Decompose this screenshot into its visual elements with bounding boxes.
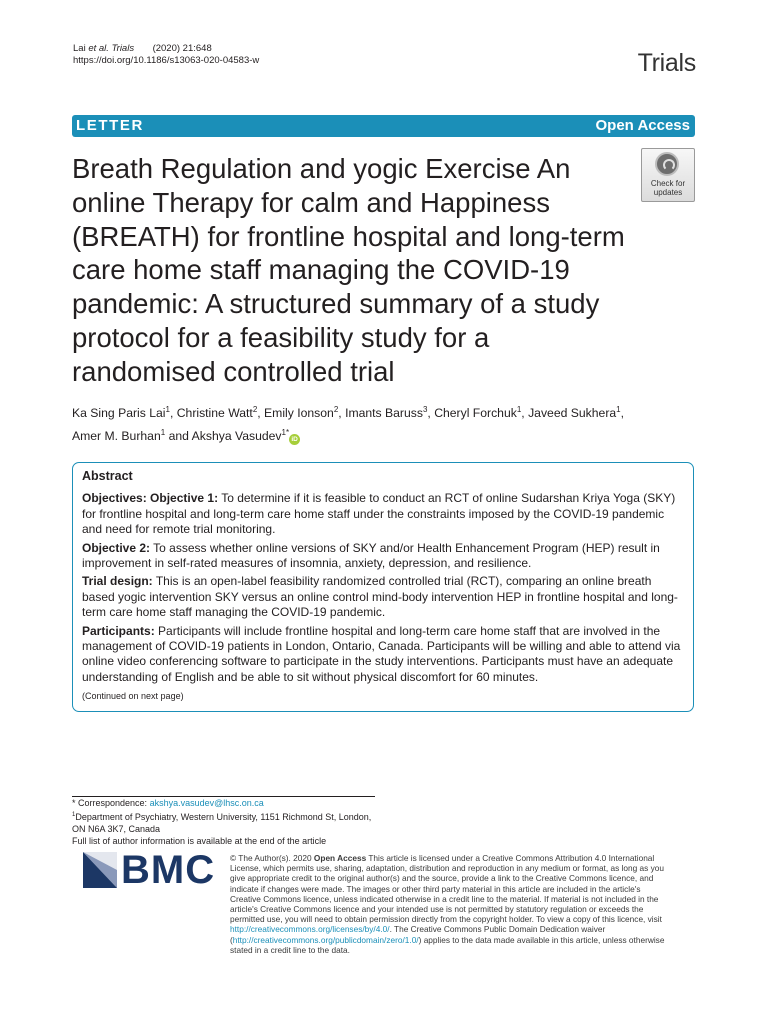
- author-affiliation: 1: [165, 405, 170, 414]
- copyright-notice: © The Author(s). 2020: [230, 853, 312, 863]
- abstract-box: [72, 462, 694, 712]
- author-name[interactable]: Ka Sing Paris Lai: [72, 406, 166, 421]
- participants-label: Participants:: [82, 623, 155, 638]
- objective-1-label: Objective 1:: [150, 491, 219, 506]
- footnotes: [72, 797, 371, 847]
- author-affiliation: 3: [422, 405, 428, 414]
- objective-2-label: Objective 2:: [82, 540, 151, 555]
- abstract-participants: [82, 624, 684, 686]
- license-body-2: . The Creative Commons Public Domain Dedication waiver (: [230, 924, 606, 945]
- author-affiliation: 1*: [281, 428, 290, 438]
- affiliation-number: 1: [72, 812, 76, 818]
- continued-note: (Continued on next page): [82, 691, 184, 702]
- citation-line: [73, 43, 212, 55]
- bmc-logo: [83, 848, 216, 892]
- citation-year-volume: (2020) 21:648: [152, 43, 212, 54]
- participants-text: Participants will include frontline hospital and long-term care home staff that are involved in the management of COVID-19 patients in London, Ontario, Canada. Participants will be willing and able to attend via online video conferencing software to participate in the study interventions. Participants must have an adequate understanding of English and be able to sit without physical discomfort for 60 minutes.: [82, 623, 681, 684]
- bmc-logo-text: BMC: [121, 848, 216, 892]
- article-type-label: LETTER: [76, 117, 144, 134]
- license-body-3: ) applies to the data made available in this article, unless otherwise stated in a credit line to the data.: [230, 934, 665, 955]
- check-for-updates-button[interactable]: [641, 148, 695, 202]
- abstract-trial-design: [82, 574, 684, 620]
- citation-authors: Lai: [73, 43, 86, 54]
- license-body-1: This article is licensed under a Creative Commons Attribution 4.0 International License, which permits use, sharing, adaptation, distribution and reproduction in any medium or format, as long as you give appropriate credit to the original author(s) and the source, provide a link to the Creative Commons licence, and indicate if changes were made. The images or other third party material in this article are included in the article's Creative Commons licence, unless indicated otherwise in a credit line to the material. If material is not included in the article's Creative Commons licence and your intended use is not permitted by statutory regulation or exceeds the permitted use, you will need to obtain permission directly from the copyright holder. To view a copy of this licence, visit: [230, 853, 664, 925]
- author-name[interactable]: Imants Baruss: [345, 406, 423, 421]
- correspondence-label: * Correspondence:: [72, 798, 148, 808]
- author-info-note: Full list of author information is available at the end of the article: [72, 836, 327, 846]
- license-open-access: Open Access: [313, 853, 367, 863]
- correspondence-email-link[interactable]: akshya.vasudev@lhsc.on.ca: [149, 798, 264, 808]
- author-name[interactable]: Emily Ionson: [264, 406, 334, 421]
- author-name[interactable]: Akshya Vasudev: [191, 429, 282, 444]
- open-access-label: Open Access: [595, 117, 690, 134]
- author-list: Ka Sing Paris Lai$^1$, Christine Watt$^2$, Emily Ionson$^2$, Imants Baruss$^3$, Cheryl Forchuk$^1$, Javeed Sukhera$^1$, Amer M. Burhan$^1$ and Akshya Vasudev$^{1*}$iD: [72, 405, 625, 444]
- bmc-logo-icon: [83, 852, 117, 888]
- license-text: [230, 853, 672, 955]
- author-name[interactable]: Javeed Sukhera: [528, 406, 617, 421]
- article-type-banner: [72, 115, 695, 137]
- author-name[interactable]: Amer M. Burhan: [72, 429, 161, 444]
- author-affiliation: 1: [160, 428, 166, 438]
- affiliation-text-1: Department of Psychiatry, Western University, 1151 Richmond St, London,: [75, 812, 372, 822]
- trial-design-label: Trial design:: [82, 574, 153, 589]
- author-conjunction: and: [168, 429, 189, 444]
- author-affiliation: 2: [333, 405, 339, 414]
- cc-zero-waiver-link[interactable]: http://creativecommons.org/publicdomain/zero/1.0/: [232, 934, 419, 945]
- journal-name: Trials: [637, 49, 696, 77]
- affiliation-text-2: ON N6A 3K7, Canada: [72, 824, 161, 834]
- trial-design-text: This is an open-label feasibility randomized controlled trial (RCT), comparing an online breath based yogic intervention SKY versus an online control mind-body intervention HEP in frontline hospital and long-term care home staff managing the COVID-19 pandemic.: [82, 574, 678, 620]
- author-affiliation: 1: [516, 405, 522, 414]
- abstract-objective-1: [82, 491, 684, 537]
- citation-journal: et al. Trials: [88, 43, 135, 54]
- objective-2-text: To assess whether online versions of SKY and/or Health Enhancement Program (HEP) result in improvement in self-rated measures of insomnia, anxiety, depression, and resilience.: [82, 540, 660, 571]
- article-title: Breath Regulation and yogic Exercise An online Therapy for calm and Happiness (BREATH) for frontline hospital and long-term care home staff managing the COVID-19 pandemic: A structured summary of a study protocol for a feasibility study for a randomised controlled trial: [72, 153, 625, 387]
- orcid-icon[interactable]: iD: [289, 434, 300, 445]
- objectives-label: Objectives:: [82, 491, 147, 506]
- correspondence-line: [72, 797, 371, 809]
- author-affiliation: 2: [252, 405, 258, 414]
- abstract-objective-2: [82, 541, 684, 572]
- author-affiliation: 1: [616, 405, 621, 414]
- cc-by-license-link[interactable]: http://creativecommons.org/licenses/by/4.0/: [230, 924, 390, 935]
- check-for-updates-icon: [655, 152, 679, 176]
- doi-link[interactable]: https://doi.org/10.1186/s13063-020-04583-w: [73, 55, 260, 66]
- check-for-updates-label: Check for updates: [650, 179, 686, 197]
- objective-1-text: To determine if it is feasible to conduct an RCT of online Sudarshan Kriya Yoga (SKY) for frontline hospital and long-term care home staff under the constraints imposed by the COVID-19 pandemic and need for remote trial monitoring.: [82, 491, 676, 537]
- abstract-heading: Abstract: [82, 469, 133, 483]
- author-name[interactable]: Christine Watt: [176, 406, 253, 421]
- affiliation-line: [72, 809, 371, 823]
- author-name[interactable]: Cheryl Forchuk: [434, 406, 517, 421]
